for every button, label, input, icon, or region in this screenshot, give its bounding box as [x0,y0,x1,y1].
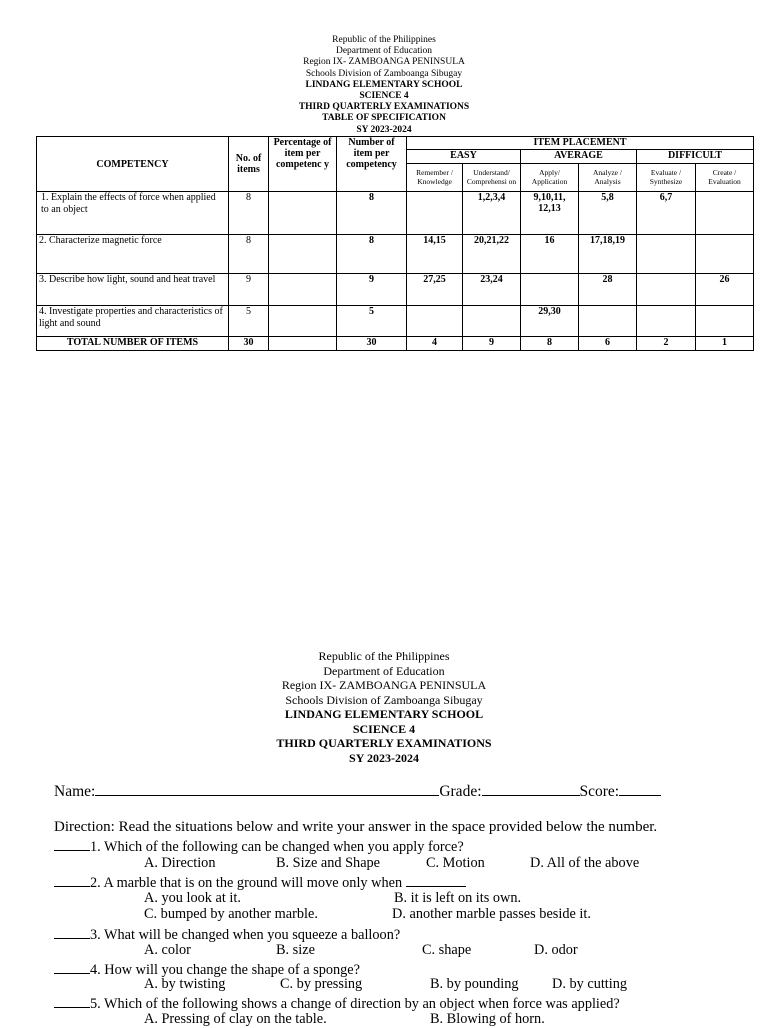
tos-title: TABLE OF SPECIFICATION [322,113,446,124]
placement-cell: 1,2,3,4 [463,192,521,235]
number-cell: 9 [337,274,407,306]
percentage-cell [269,274,337,306]
total-label: TOTAL NUMBER OF ITEMS [37,337,229,351]
subject: SCIENCE 4 [352,721,416,736]
competency-cell: 2. Characterize magnetic force [37,235,229,274]
header-line: Department of Education [335,46,433,57]
exam-title: THIRD QUARTERLY EXAMINATIONS [298,102,470,113]
items-cell: 5 [229,306,269,337]
total-number: 30 [337,337,407,351]
competency-cell: 3. Describe how light, sound and heat travel [37,274,229,306]
name-field[interactable] [95,781,439,796]
question-text: 4. How will you change the shape of a sponge? [90,962,360,978]
question-3 [54,924,400,944]
grade-field[interactable] [482,781,580,796]
header-line: Department of Education [323,663,445,678]
table-row [37,274,754,306]
placement-cell: 26 [696,274,754,306]
question-text: 5. Which of the following shows a change of direction by an object when force was applied? [90,996,620,1012]
subcol-understand: Understand/ Comprehensi on [463,164,521,192]
grade-label: Grade: [439,783,482,800]
header-line: Region IX- ZAMBOANGA PENINSULA [303,57,465,68]
number-cell: 8 [337,235,407,274]
items-cell: 9 [229,274,269,306]
percentage-cell [269,235,337,274]
col-competency: COMPETENCY [37,137,229,192]
placement-cell [579,306,637,337]
answer-blank[interactable] [54,872,90,887]
placement-cell: 16 [521,235,579,274]
choice-c: C. Motion [426,855,485,871]
choice-a: A. you look at it. [144,890,241,906]
placement-cell: 23,24 [463,274,521,306]
placement-cell [696,192,754,235]
school-name: LINDANG ELEMENTARY SCHOOL [305,79,463,90]
col-item-placement: ITEM PLACEMENT [407,137,754,150]
placement-cell: 9,10,11, 12,13 [521,192,579,235]
total-row [37,337,754,351]
exam-header [0,649,768,765]
group-average: AVERAGE [521,150,637,164]
group-difficult: DIFFICULT [637,150,754,164]
number-cell: 5 [337,306,407,337]
choice-c: C. shape [422,942,472,958]
school-name: LINDANG ELEMENTARY SCHOOL [284,707,484,721]
choice-c: B. by pounding [430,976,519,992]
placement-cell: 5,8 [579,192,637,235]
percentage-cell [269,192,337,235]
header-line: Region IX- ZAMBOANGA PENINSULA [281,678,487,692]
answer-blank[interactable] [54,959,90,974]
student-info-row [54,781,661,800]
subcol-apply: Apply/ Application [521,164,579,192]
col-number: Number of item per competency [337,137,407,192]
placement-cell: 20,21,22 [463,235,521,274]
placement-cell [696,235,754,274]
placement-cell [637,306,696,337]
competency-cell: 1. Explain the effects of force when applied to an object [37,192,229,235]
choice-b: B. size [276,942,315,958]
fill-in-blank[interactable] [406,872,466,887]
question-2 [54,872,466,892]
answer-blank[interactable] [54,924,90,939]
col-items: No. of items [229,137,269,192]
placement-cell: 17,18,19 [579,235,637,274]
header-line: Republic of the Philippines [332,35,436,45]
question-1 [54,836,464,856]
subcol-create: Create / Evaluation [696,164,754,192]
header-line: Schools Division of Zamboanga Sibugay [285,692,483,707]
total-cell: 4 [407,337,463,351]
subject: SCIENCE 4 [359,91,409,102]
total-cell: 8 [521,337,579,351]
choice-a: A. by twisting [144,976,226,992]
number-cell: 8 [337,192,407,235]
choice-d: D. by cutting [552,976,628,992]
table-row [37,306,754,337]
placement-cell [463,306,521,337]
score-label: Score: [579,783,620,800]
choice-b: C. by pressing [280,976,363,992]
subcol-analyze: Analyze / Analysis [579,164,637,192]
exam-title: THIRD QUARTERLY EXAMINATIONS [276,736,492,750]
choice-a: A. Direction [144,855,216,871]
total-cell: 9 [463,337,521,351]
question-text: 1. Which of the following can be changed when you apply force? [90,839,464,855]
choice-b: B. it is left on its own. [394,890,522,906]
total-cell: 1 [696,337,754,351]
col-percentage: Percentage of item per competenc y [269,137,337,192]
choice-b: B. Size and Shape [276,855,381,871]
choice-d: D. All of the above [530,855,640,871]
items-cell: 8 [229,192,269,235]
question-5 [54,993,620,1013]
items-cell: 8 [229,235,269,274]
answer-blank[interactable] [54,993,90,1008]
choice-a: A. color [144,942,191,958]
table-row [37,192,754,235]
placement-cell [407,306,463,337]
placement-cell: 27,25 [407,274,463,306]
placement-cell: 29,30 [521,306,579,337]
question-text: 2. A marble that is on the ground will move only when [90,875,403,891]
answer-blank[interactable] [54,836,90,851]
group-easy: EASY [407,150,521,164]
header-line: Schools Division of Zamboanga Sibugay [305,68,463,79]
school-year: SY 2023-2024 [356,124,412,135]
percentage-cell [269,306,337,337]
subcol-evaluate: Evaluate / Synthesize [637,164,696,192]
placement-cell: 28 [579,274,637,306]
choice-d: D. odor [534,942,578,958]
placement-cell [521,274,579,306]
total-cell: 6 [579,337,637,351]
total-percentage [269,337,337,351]
placement-cell [637,235,696,274]
competency-cell: 4. Investigate properties and characteristics of light and sound [37,306,229,337]
choice-d: D. another marble passes beside it. [392,906,591,922]
name-label: Name: [54,783,96,800]
placement-cell [637,274,696,306]
placement-cell [407,192,463,235]
direction: Direction: Read the situations below and write your answer in the space provided below the number. [54,819,658,835]
placement-cell: 6,7 [637,192,696,235]
choice-c: C. bumped by another marble. [144,906,318,922]
choice-b: B. Blowing of horn. [430,1011,545,1027]
table-row [37,235,754,274]
question-text: 3. What will be changed when you squeeze a balloon? [90,927,401,943]
score-field[interactable] [619,781,661,796]
table-of-specification [36,136,754,351]
header-line: Republic of the Philippines [318,649,450,663]
choice-a: A. Pressing of clay on the table. [144,1011,327,1027]
placement-cell: 14,15 [407,235,463,274]
school-year: SY 2023-2024 [349,750,419,765]
placement-cell [696,306,754,337]
total-items: 30 [229,337,269,351]
total-cell: 2 [637,337,696,351]
subcol-remember: Remember / Knowledge [407,164,463,192]
tos-header [0,35,768,136]
